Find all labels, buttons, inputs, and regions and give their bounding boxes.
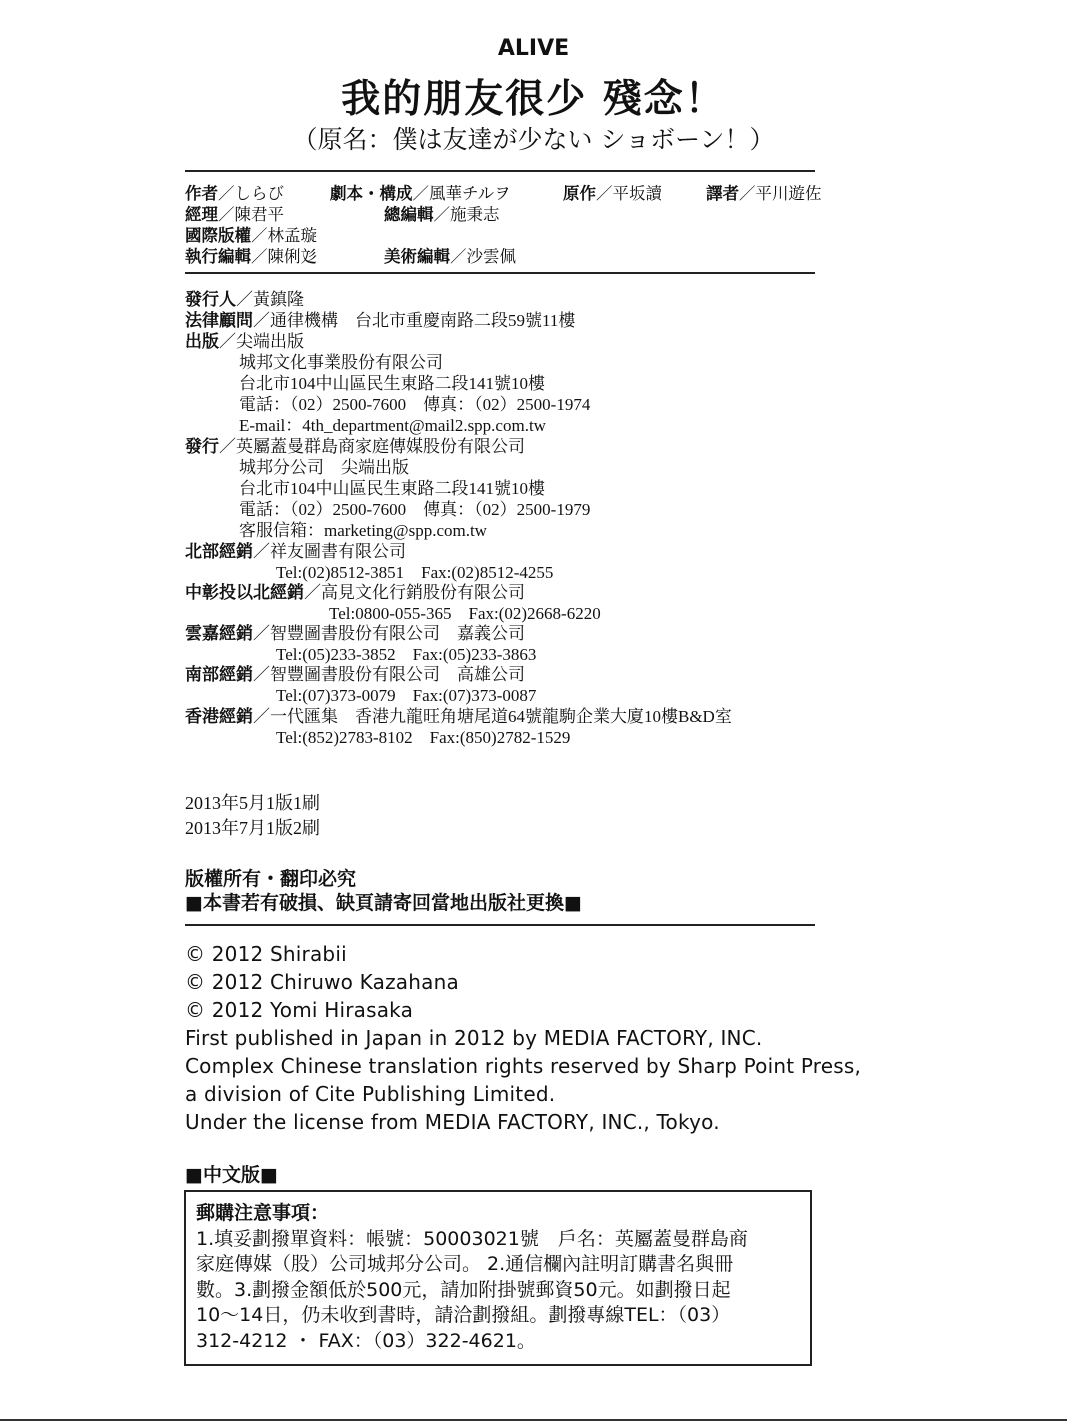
credit-original-value: 平坂讀: [612, 184, 662, 203]
credit-exec-editor-value: 陳俐彣: [267, 247, 317, 266]
yunchia-value: 智豐圖書股份有限公司 嘉義公司: [270, 624, 525, 643]
credit-author-label: 作者: [185, 184, 218, 203]
notice-line: 312-4212 ・ FAX：（03）322-4621。: [196, 1329, 536, 1352]
press-line: 出版／尖端出版: [185, 332, 304, 352]
credit-manager-label: 經理: [185, 205, 218, 224]
divider-credits: [185, 272, 815, 274]
yunchia-distributor: 雲嘉經銷／智豐圖書股份有限公司 嘉義公司: [185, 624, 525, 644]
distribution-email: 客服信箱：marketing@spp.com.tw: [239, 521, 487, 540]
copyright-line: Under the license from MEDIA FACTORY, INC., Tokyo.: [185, 1110, 720, 1134]
yunchia-label: 雲嘉經銷: [185, 624, 253, 644]
press-phone: 電話：（02）2500-7600 傳真：（02）2500-1974: [239, 395, 591, 414]
credit-intl-rights-label: 國際版權: [185, 226, 251, 245]
legal-value: 通律機構 台北市重慶南路二段59號11樓: [270, 311, 576, 330]
credit-script-label: 劇本・構成: [330, 184, 413, 203]
south-distributor: 南部經銷／智豐圖書股份有限公司 高雄公司: [185, 665, 525, 685]
credit-translator-value: 平川遊佐: [755, 184, 822, 203]
credit-script-value: 風華チルヲ: [429, 184, 511, 203]
edition-second: 2013年7月1版2刷: [185, 818, 320, 838]
distribution-branch: 城邦分公司 尖端出版: [239, 458, 409, 477]
credit-art-editor: 美術編輯／沙雲佩: [384, 247, 516, 266]
original-title: （原名：僕は友達が少ない ショボーン！）: [292, 125, 775, 154]
divider-top: [185, 170, 815, 172]
legal-line: 法律顧問／通律機構 台北市重慶南路二段59號11樓: [185, 311, 576, 331]
damage-notice: ■本書若有破損、缺頁請寄回當地出版社更換■: [185, 892, 582, 914]
publisher-line: 發行人／黃鎮隆: [185, 290, 304, 310]
south-label: 南部經銷: [185, 665, 253, 685]
copyright-line: a division of Cite Publishing Limited.: [185, 1082, 556, 1106]
copyright-line: Complex Chinese translation rights reserved by Sharp Point Press,: [185, 1054, 862, 1078]
north-contact: Tel:(02)8512-3851 Fax:(02)8512-4255: [276, 563, 554, 582]
publisher-label: 發行人: [185, 290, 236, 310]
credit-script: 劇本・構成／風華チルヲ: [330, 184, 511, 203]
credit-author: 作者／しらび: [185, 184, 284, 203]
credit-intl-rights: 國際版權／林孟璇: [185, 226, 317, 245]
copyright-line: © 2012 Yomi Hirasaka: [185, 998, 414, 1022]
central-label: 中彰投以北經銷: [185, 583, 304, 603]
credit-manager: 經理／陳君平: [185, 205, 284, 224]
credit-intl-rights-value: 林孟璇: [267, 226, 317, 245]
notice-line: 家庭傳媒（股）公司城邦分公司。 2.通信欄內註明訂購書名與冊: [196, 1253, 734, 1275]
notice-line: 數。3.劃撥金額低於500元，請加附掛號郵資50元。如劃撥日起: [196, 1278, 731, 1301]
series-name: ALIVE: [497, 36, 570, 61]
credit-exec-editor: 執行編輯／陳俐彣: [185, 247, 317, 266]
north-value: 祥友圖書有限公司: [270, 542, 406, 561]
hongkong-distributor: 香港經銷／一代匯集 香港九龍旺角塘尾道64號龍駒企業大廈10樓B&D室: [185, 707, 732, 727]
credit-art-editor-value: 沙雲佩: [466, 247, 516, 266]
credit-translator: 譯者／平川遊佐: [706, 184, 822, 203]
press-address: 台北市104中山區民生東路二段141號10樓: [239, 374, 545, 393]
edition-first: 2013年5月1版1刷: [185, 793, 320, 813]
yunchia-contact: Tel:(05)233-3852 Fax:(05)233-3863: [276, 645, 537, 664]
credit-translator-label: 譯者: [706, 184, 739, 203]
central-contact: Tel:0800-055-365 Fax:(02)2668-6220: [329, 604, 601, 623]
press-value: 尖端出版: [236, 332, 304, 351]
legal-label: 法律顧問: [185, 311, 253, 331]
mail-order-notice: [184, 1190, 812, 1366]
copyright-line: © 2012 Shirabii: [185, 942, 347, 966]
hongkong-label: 香港經銷: [185, 707, 253, 727]
credit-art-editor-label: 美術編輯: [384, 247, 450, 266]
credit-manager-value: 陳君平: [234, 205, 284, 224]
book-title: 我的朋友很少 殘念！: [341, 77, 726, 122]
credit-author-value: しらび: [234, 184, 284, 203]
north-distributor: 北部經銷／祥友圖書有限公司: [185, 542, 406, 562]
north-label: 北部經銷: [185, 542, 253, 562]
publisher-value: 黃鎮隆: [253, 290, 304, 309]
notice-title: 郵購注意事項：: [196, 1202, 330, 1224]
hongkong-contact: Tel:(852)2783-8102 Fax:(850)2782-1529: [276, 728, 571, 747]
credit-original-label: 原作: [563, 184, 596, 203]
notice-line: 10～14日，仍未收到書時，請洽劃撥組。劃撥專線TEL：（03）: [196, 1304, 731, 1326]
south-value: 智豐圖書股份有限公司 高雄公司: [270, 665, 525, 684]
divider-rights: [185, 924, 815, 926]
credit-chief-editor-value: 施秉志: [450, 205, 500, 224]
distribution-address: 台北市104中山區民生東路二段141號10樓: [239, 479, 545, 498]
distribution-label: 發行: [185, 437, 219, 457]
press-label: 出版: [185, 332, 219, 352]
south-contact: Tel:(07)373-0079 Fax:(07)373-0087: [276, 686, 537, 705]
central-distributor: 中彰投以北經銷／高見文化行銷股份有限公司: [185, 583, 525, 603]
press-company: 城邦文化事業股份有限公司: [239, 353, 443, 372]
credit-chief-editor: 總編輯／施秉志: [384, 205, 500, 224]
distribution-line: 發行／英屬蓋曼群島商家庭傳媒股份有限公司: [185, 437, 525, 457]
page-bottom-edge: [0, 1419, 1067, 1421]
central-value: 高見文化行銷股份有限公司: [321, 583, 525, 602]
hongkong-value: 一代匯集 香港九龍旺角塘尾道64號龍駒企業大廈10樓B&D室: [270, 707, 732, 726]
distribution-phone: 電話：（02）2500-7600 傳真：（02）2500-1979: [239, 500, 591, 519]
rights-reserved: 版權所有・翻印必究: [185, 868, 357, 890]
copyright-line: © 2012 Chiruwo Kazahana: [185, 970, 459, 994]
credit-exec-editor-label: 執行編輯: [185, 247, 251, 266]
distribution-value: 英屬蓋曼群島商家庭傳媒股份有限公司: [236, 437, 525, 456]
copyright-line: First published in Japan in 2012 by MEDIA FACTORY, INC.: [185, 1026, 763, 1050]
credit-chief-editor-label: 總編輯: [384, 205, 434, 224]
credit-original: 原作／平坂讀: [563, 184, 662, 203]
chinese-edition-heading: ■中文版■: [185, 1164, 278, 1186]
press-email: E-mail：4th_department@mail2.spp.com.tw: [239, 416, 546, 435]
notice-line: 1.填妥劃撥單資料：帳號：50003021號 戶名：英屬蓋曼群島商: [196, 1227, 748, 1250]
